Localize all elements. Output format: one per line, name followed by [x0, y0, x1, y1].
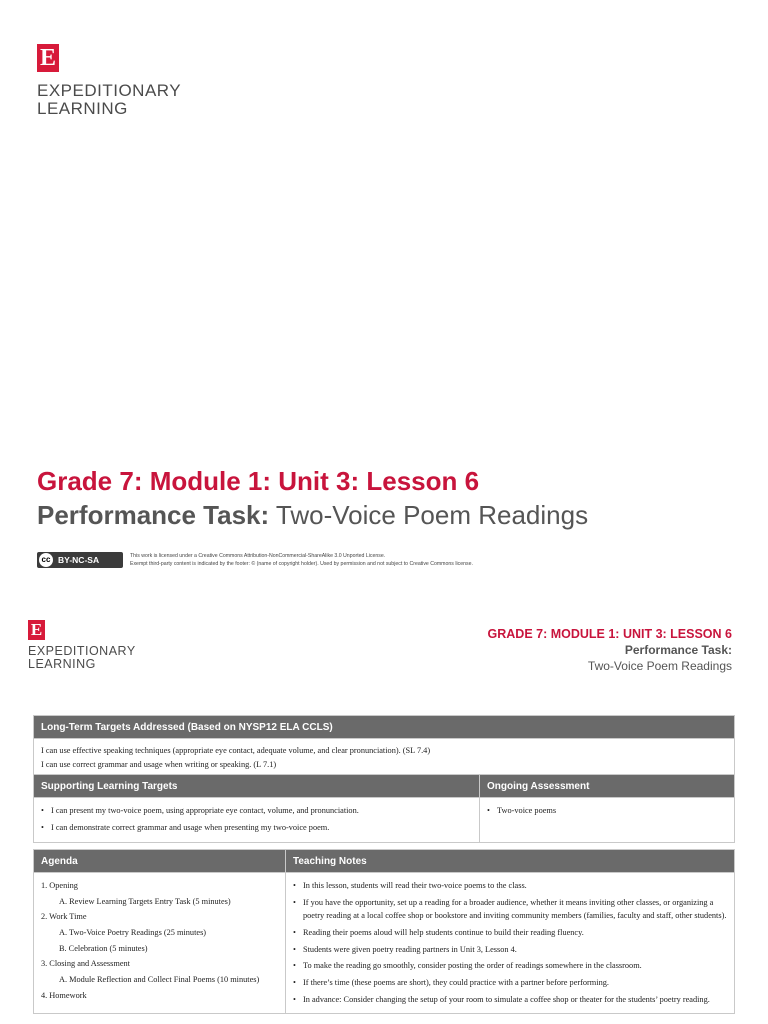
targets-table — [33, 715, 735, 843]
logo-wordmark — [37, 82, 181, 118]
agenda-subitem: A. Module Reflection and Collect Final Poems (10 minutes) — [59, 975, 260, 985]
agenda-item: 2. Work Time — [41, 912, 87, 922]
license-line1: This work is licensed under a Creative Commons Attribution-NonCommercial-ShareAlike 3.0 Unported License. — [130, 553, 386, 559]
long-term-heading: Long-Term Targets Addressed (Based on NYSP12 ELA CCLS) — [34, 716, 735, 739]
long-term-cell — [34, 739, 735, 775]
teaching-note: • If there’s time (these poems are short), they could practice with a partner before performing. — [293, 976, 727, 990]
cover-title: Grade 7: Module 1: Unit 3: Lesson 6 — [37, 466, 480, 496]
teaching-note: • Students were given poetry reading partners in Unit 3, Lesson 4. — [293, 943, 727, 957]
agenda-item: 4. Homework — [41, 990, 87, 1000]
agenda-subitem: A. Review Learning Targets Entry Task (5 minutes) — [59, 896, 231, 906]
teaching-note: • To make the reading go smoothly, consider posting the order of readings somewhere in the classroom. — [293, 959, 727, 973]
agenda-subitem: B. Celebration (5 minutes) — [59, 943, 148, 953]
agenda-heading: Agenda — [34, 850, 286, 873]
teaching-note: • In advance: Consider changing the setup of your room to simulate a coffee shop or theater for the students’ poetry reading. — [293, 993, 727, 1007]
agenda-item: 3. Closing and Assessment — [41, 959, 130, 969]
agenda-cell — [34, 873, 286, 1014]
cover-subtitle — [37, 500, 588, 531]
supporting-target: • I can present my two-voice poem, using appropriate eye contact, volume, and pronunciation. — [41, 804, 472, 818]
agenda-list — [41, 879, 278, 1003]
logo-wordmark — [28, 645, 136, 671]
logo-line2: LEARNING — [37, 98, 128, 118]
agenda-item: 1. Opening — [41, 881, 78, 890]
cc-icon: cc — [39, 553, 53, 567]
header-lesson: GRADE 7: MODULE 1: UNIT 3: LESSON 6 — [487, 627, 732, 641]
license-text — [130, 552, 473, 568]
agenda-table — [33, 849, 735, 1014]
cc-license-badge[interactable] — [37, 552, 123, 568]
header-task-name: Two-Voice Poem Readings — [587, 659, 732, 673]
logo-line2: LEARNING — [28, 657, 96, 672]
logo-line1: EXPEDITIONARY — [28, 644, 136, 658]
logo-mark-icon: E — [28, 620, 45, 640]
supporting-list — [41, 804, 472, 834]
long-term-target: I can use correct grammar and usage when writing or speaking. (L 7.1) — [41, 759, 277, 769]
long-term-target: I can use effective speaking techniques (appropriate eye contact, adequate volume, and clear pronunciation). (SL 7.4) — [41, 746, 431, 755]
assessment-list — [487, 804, 727, 818]
cc-badge-label: BY-NC-SA — [58, 555, 100, 565]
cover-subtitle-bold: Performance Task: — [37, 500, 270, 530]
supporting-cell — [34, 798, 480, 842]
teaching-note: • In this lesson, students will read their two-voice poems to the class. — [293, 879, 727, 893]
teaching-notes-cell — [286, 873, 735, 1014]
assessment-cell — [480, 798, 735, 842]
cover-subtitle-rest: Two-Voice Poem Readings — [269, 500, 589, 530]
teaching-notes-heading: Teaching Notes — [286, 850, 735, 873]
agenda-subitem: A. Two-Voice Poetry Readings (25 minutes) — [59, 928, 207, 938]
teaching-note: • Reading their poems aloud will help students continue to build their reading fluency. — [293, 926, 727, 940]
assessment-heading: Ongoing Assessment — [480, 775, 735, 798]
page-header — [488, 627, 732, 673]
assessment-item: • Two-voice poems — [487, 804, 727, 818]
logo-top — [37, 44, 181, 118]
teaching-notes-list — [293, 879, 727, 1007]
teaching-note: • If you have the opportunity, set up a reading for a broader audience, whether it means inviting other classes, or organizing a poetry reading at a local coffee shop or bookstore and inviting community members (families, faculty and staff, other students). — [293, 896, 727, 923]
logo-mark-icon: E — [37, 44, 59, 72]
license-line2: Exempt third-party content is indicated by the footer: © (name of copyright holder). Used by permission and not subject to Creative Commons license. — [130, 561, 473, 568]
supporting-target: • I can demonstrate correct grammar and usage when presenting my two-voice poem. — [41, 821, 472, 835]
supporting-heading: Supporting Learning Targets — [34, 775, 480, 798]
header-task: Performance Task: — [624, 643, 732, 657]
logo-header — [28, 620, 136, 671]
logo-line1: EXPEDITIONARY — [37, 81, 182, 100]
